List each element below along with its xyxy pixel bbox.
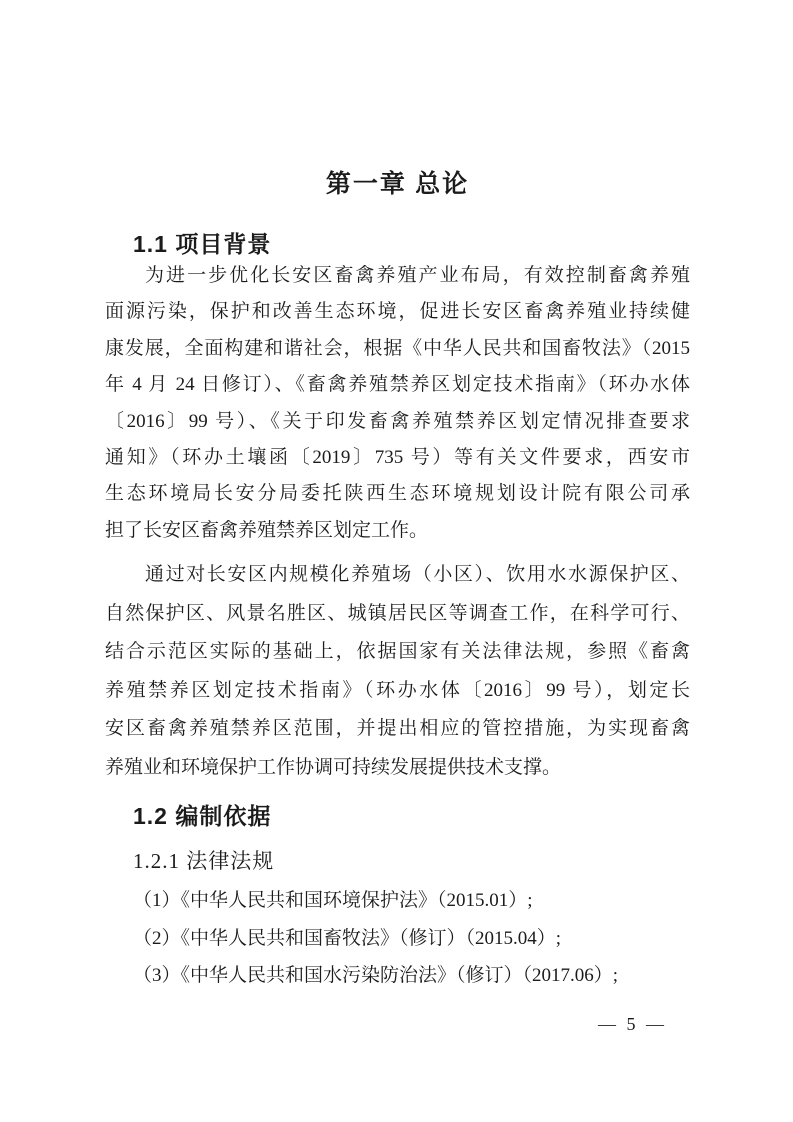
paragraph-line: 安区畜禽养殖禁养区范围，并提出相应的管控措施，为实现畜禽	[105, 718, 690, 740]
paragraph-line: 通过对长安区内规模化养殖场（小区）、饮用水水源保护区、	[145, 564, 690, 585]
page-number: — 5 —	[598, 1014, 667, 1034]
list-item: （3）《中华人民共和国水污染防治法》（修订）（2017.06）;	[133, 965, 619, 986]
list-item: （2）《中华人民共和国畜牧法》（修订）（2015.04）;	[133, 927, 562, 949]
paragraph-line: 面源污染，保护和改善生态环境，促进长安区畜禽养殖业持续健	[105, 301, 690, 323]
paragraph-line: 生态环境局长安分局委托陕西生态环境规划设计院有限公司承	[105, 483, 690, 505]
paragraph-project-background	[105, 258, 690, 549]
paragraph-line: 养殖业和环境保护工作协调可持续发展提供技术支撑。	[105, 756, 562, 778]
paragraph-line: 担了长安区畜禽养殖禁养区划定工作。	[105, 519, 429, 541]
legal-basis-list	[105, 882, 690, 995]
section-heading-1-2-1: 1.2.1 法律法规	[133, 849, 275, 873]
paragraph-line: 〔2016〕99 号）、《关于印发畜禽养殖禁养区划定情况排查要求	[105, 410, 690, 432]
paragraph-line: 自然保护区、风景名胜区、城镇居民区等调查工作，在科学可行、	[105, 602, 690, 624]
paragraph-line: 养殖禁养区划定技术指南》（环办水体〔2016〕99 号），划定长	[105, 679, 690, 701]
paragraph-survey-scope	[105, 556, 690, 788]
section-heading-1-1: 1.1 项目背景	[133, 231, 272, 257]
paragraph-line: 结合示范区实际的基础上，依据国家有关法律法规，参照《畜禽	[105, 641, 690, 663]
section-heading-1-2: 1.2 编制依据	[133, 803, 272, 829]
paragraph-line: 为进一步优化长安区畜禽养殖产业布局，有效控制畜禽养殖	[145, 265, 690, 286]
paragraph-line: 通知》（环办土壤函〔2019〕735 号）等有关文件要求，西安市	[105, 446, 690, 468]
chapter-title: 第一章 总论	[325, 171, 470, 198]
paragraph-line: 年 4 月 24 日修订）、《畜禽养殖禁养区划定技术指南》（环办水体	[105, 374, 690, 396]
list-item: （1）《中华人民共和国环境保护法》（2015.01）;	[133, 890, 533, 911]
paragraph-line: 康发展，全面构建和谐社会，根据《中华人民共和国畜牧法》（2015	[105, 337, 690, 359]
